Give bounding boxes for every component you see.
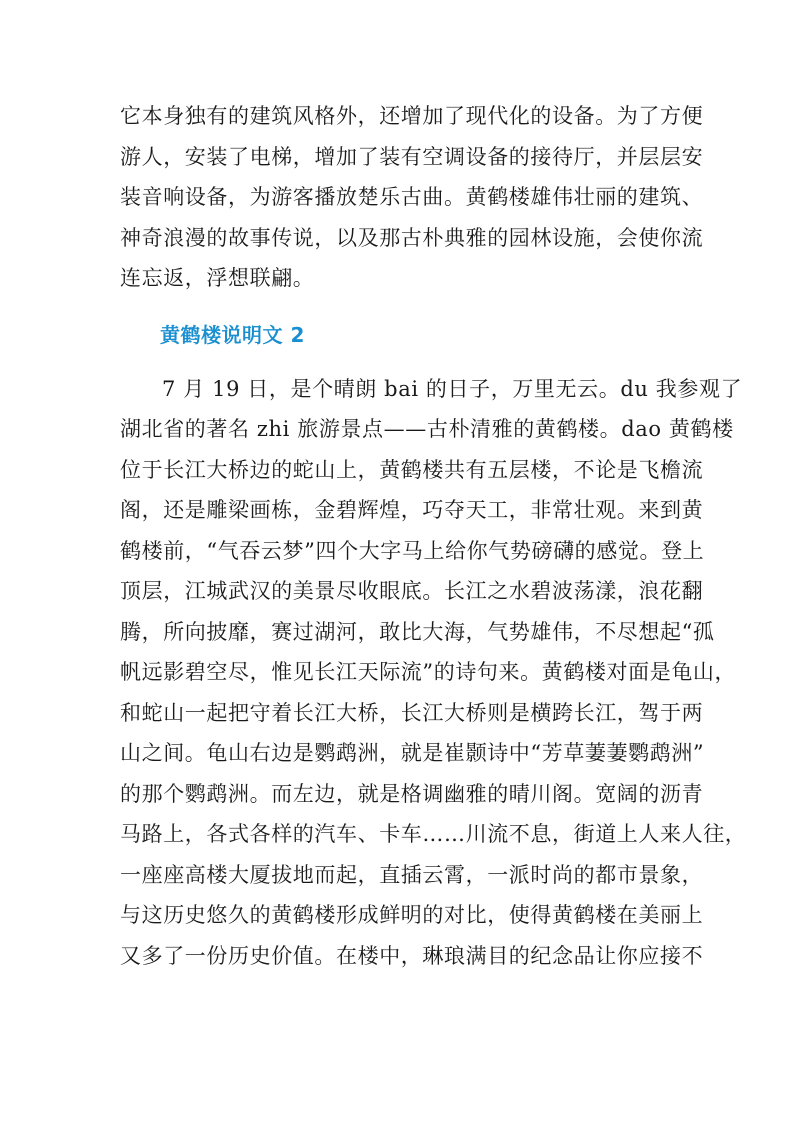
text-line: 顶层，江城武汉的美景尽收眼底。长江之水碧波荡漾，浪花翻 (120, 579, 704, 603)
text-line: 装音响设备，为游客播放楚乐古曲。黄鹤楼雄伟壮丽的建筑、 (120, 185, 704, 209)
text-line: 7 月 19 日，是个晴朗 bai 的日子，万里无云。du 我参观了 (162, 376, 743, 401)
text-line: 和蛇山一起把守着长江大桥，长江大桥则是横跨长江，驾于两 (120, 700, 704, 725)
text-line: 它本身独有的建筑风格外，还增加了现代化的设备。为了方便 (120, 104, 704, 128)
text-line: 连忘返，浮想联翩。 (120, 266, 315, 290)
paragraph-2 (120, 369, 747, 977)
text-line: 山之间。龟山右边是鹦鹉洲，就是崔颢诗中“芳草萋萋鹦鹉洲” (120, 741, 705, 765)
text-line: 的那个鹦鹉洲。而左边，就是格调幽雅的晴川阁。宽阔的沥青 (120, 781, 704, 806)
text-line: 马路上，各式各样的汽车、卡车……川流不息，街道上人来人往， (120, 822, 747, 846)
text-line: 位于长江大桥边的蛇山上，黄鹤楼共有五层楼，不论是飞檐流 (120, 457, 704, 482)
text-line: 与这历史悠久的黄鹤楼形成鲜明的对比，使得黄鹤楼在美丽上 (120, 903, 704, 927)
text-line: 神奇浪漫的故事传说，以及那古朴典雅的园林设施，会使你流 (120, 225, 704, 250)
text-line: 一座座高楼大厦拔地而起，直插云霄，一派时尚的都市景象， (120, 862, 704, 887)
paragraph-1 (120, 96, 704, 299)
text-line: 腾，所向披靡，赛过湖河，敢比大海，气势雄伟，不尽想起“孤 (120, 619, 715, 644)
document-page (120, 96, 747, 976)
text-line: 帆远影碧空尽，惟见长江天际流”的诗句来。黄鹤楼对面是龟山， (120, 660, 737, 684)
text-line: 阁，还是雕梁画栋，金碧辉煌，巧夺天工，非常壮观。来到黄 (120, 498, 704, 522)
section-heading: 黄鹤楼说明文 2 (160, 322, 305, 347)
text-line: 又多了一份历史价值。在楼中，琳琅满目的纪念品让你应接不 (120, 943, 704, 968)
text-line: 鹤楼前，“气吞云梦”四个大字马上给你气势磅礴的感觉。登上 (120, 538, 705, 563)
text-line: 湖北省的著名 zhi 旅游景点——古朴清雅的黄鹤楼。dao 黄鹤楼 (120, 417, 734, 441)
text-line: 游人，安装了电梯，增加了装有空调设备的接待厅，并层层安 (120, 144, 704, 169)
